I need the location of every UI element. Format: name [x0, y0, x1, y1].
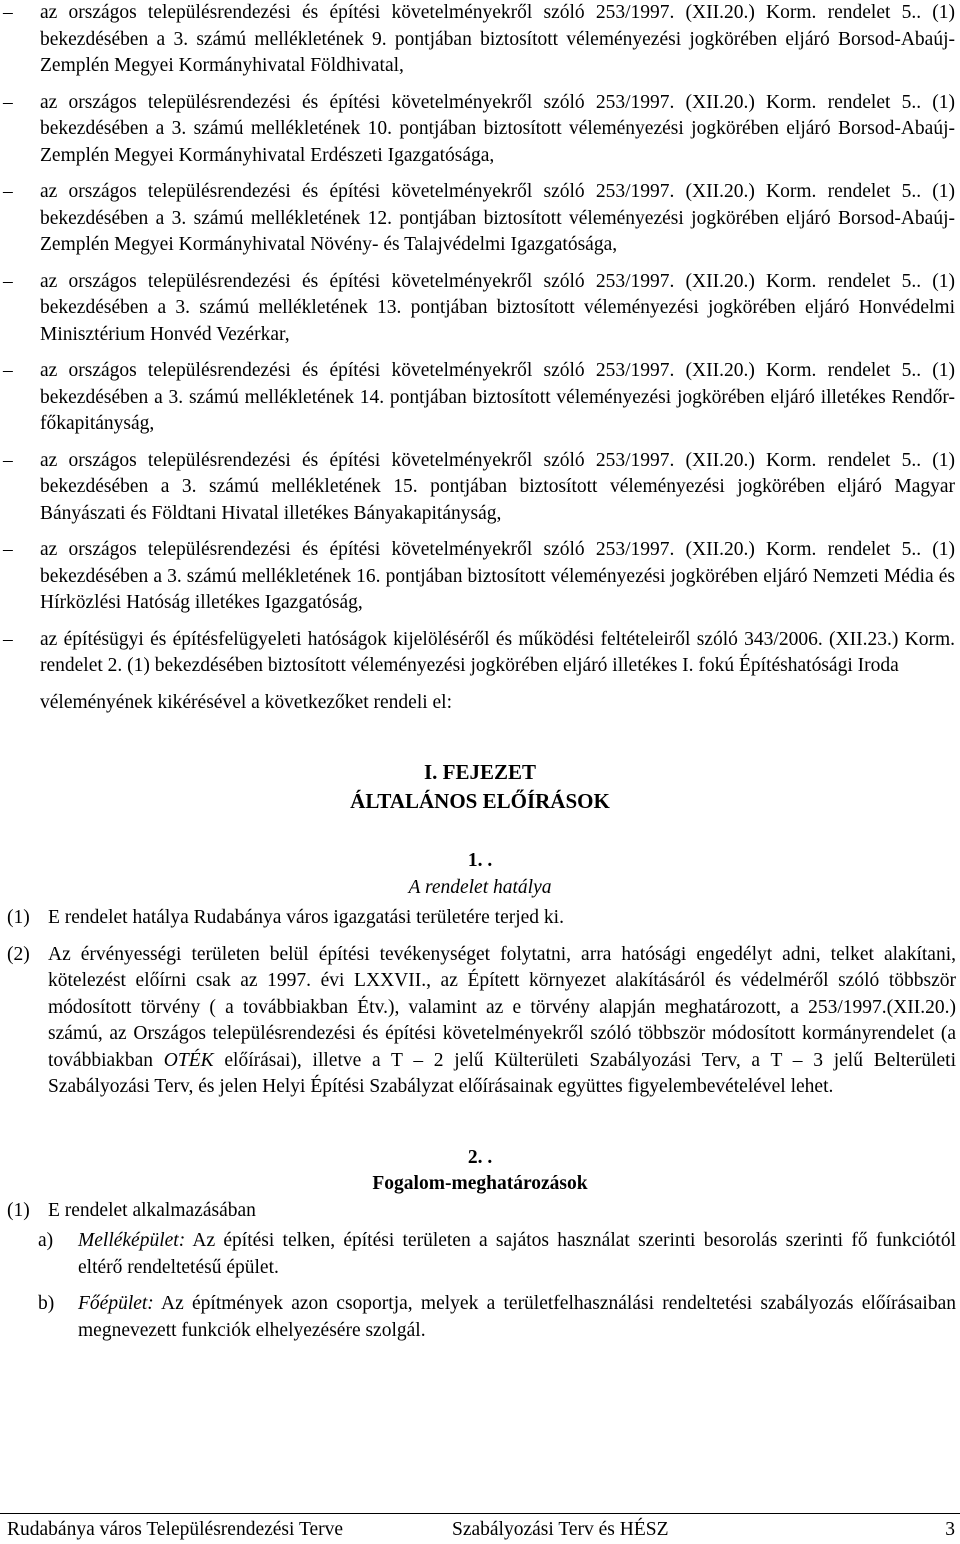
definition-letter: a): [38, 1230, 54, 1251]
paragraph: (1) E rendelet hatálya Rudabánya város igazgatási területére terjed ki.: [0, 905, 956, 932]
list-item: – az országos településrendezési és építési követelményekről szóló 253/1997. (XII.20.) Korm. rendelet 5.. (1) bekezdésében a 3. számú mellékletének 14. pontjában biztosított véleményezési jogkörében eljáró illetékes Rendőr-főkapitányság,: [3, 360, 955, 434]
section-number: 2. .: [467, 1146, 493, 1168]
list-item: – az országos településrendezési és építési követelményekről szóló 253/1997. (XII.20.) Korm. rendelet 5.. (1) bekezdésében a 3. számú mellékletének 15. pontjában biztosított véleményezési jogkörében eljáró Magyar Bányászati és Földtani Hivatal illetékes Bányakapitányság,: [3, 449, 955, 524]
section-title: A rendelet hatálya: [408, 876, 552, 898]
chapter-number: I. FEJEZET: [423, 760, 537, 784]
closing-statement: véleményének kikérésével a következőket rendeli el:: [40, 691, 453, 713]
chapter-heading: [0, 758, 960, 816]
dash-bullet: –: [3, 2, 13, 23]
paragraph: (1) E rendelet alkalmazásában: [0, 1198, 956, 1225]
dash-bullet: –: [3, 181, 13, 202]
footer-divider: [0, 1513, 960, 1514]
dash-bullet: –: [3, 360, 13, 381]
definition-item: [0, 1228, 956, 1281]
dash-list: [0, 0, 960, 680]
definition-letter: b): [38, 1293, 55, 1314]
definition-term: Melléképület:: [78, 1230, 186, 1251]
dash-bullet: –: [3, 449, 13, 471]
chapter-title: ÁLTALÁNOS ELŐÍRÁSOK: [350, 789, 610, 813]
paragraph-number: (2): [7, 943, 30, 965]
list-item: – az építésügyi és építésfelügyeleti hatóságok kijelöléséről és működési feltételeiről szóló 343/2006. (XII.23.) Korm. rendelet 2. (1) bekezdésében biztosított véleményezési jogkörében eljáró illetékes I. fokú Építéshatósági Iroda: [3, 628, 955, 676]
list-item: – az országos településrendezési és építési követelményekről szóló 253/1997. (XII.20.) Korm. rendelet 5.. (1) bekezdésében a 3. számú mellékletének 9. pontjában biztosított véleményezési jogkörében eljáró Borsod-Abaúj-Zemplén Megyei Kormányhivatal Földhivatal,: [3, 2, 955, 76]
paragraph: (2) Az érvényességi területen belül építési tevékenységet folytatni, arra hatósági engedélyt adni, telket alakítani, kötelezést előírni csak az 1997. évi LXXVII., az Épített környezet alakításáról és védelméről szóló többször módosított törvény ( a továbbiakban Étv.), valamint az e törvény alapján meghatározott, a 253/1997.(XII.20.) számú, az Országos településrendezési és építési követelményekről szóló többször módosított kormányrendelet (a továbbiakban OTÉK előírásai), illetve a T – 2 jelű Külterületi Szabályozási Terv, a T – 3 jelű Belterületi Szabályozási Terv, és jelen Helyi Építési Szabályzat előírásainak együttes figyelembevételével lehet.: [7, 943, 956, 1097]
list-item: – az országos településrendezési és építési követelményekről szóló 253/1997. (XII.20.) Korm. rendelet 5.. (1) bekezdésében a 3. számú mellékletének 12. pontjában biztosított véleményezési jogkörében eljáró Borsod-Abaúj-Zemplén Megyei Kormányhivatal Növény- és Talajvédelmi Igazgatósága,: [3, 181, 955, 255]
definition-item: [0, 1291, 956, 1344]
definition-text: Az építmények azon csoportja, melyek a területfelhasználási rendeltetési szabályozás előírásaiban megnevezett funkciók elhelyezésére szolgál.: [78, 1293, 956, 1341]
dash-bullet: –: [3, 628, 13, 650]
footer-section-title: Szabályozási Terv és HÉSZ: [452, 1519, 669, 1540]
otek-abbreviation: OTÉK: [163, 1049, 214, 1071]
dash-bullet: –: [3, 539, 13, 560]
definition-text: Az építési telken, építési területen a sajátos használat szerinti besorolás szerinti fő funkciótól eltérő rendeltetésű épület.: [78, 1230, 956, 1278]
dash-bullet: –: [3, 270, 13, 292]
definition-term: Főépület:: [78, 1293, 154, 1314]
section-number: 1. .: [467, 850, 493, 871]
page-number: 3: [945, 1519, 955, 1540]
dash-bullet: –: [3, 91, 13, 113]
paragraph-number: (1): [7, 907, 30, 928]
section-title: Fogalom-meghatározások: [372, 1173, 588, 1194]
list-item: – az országos településrendezési és építési követelményekről szóló 253/1997. (XII.20.) Korm. rendelet 5.. (1) bekezdésében a 3. számú mellékletének 13. pontjában biztosított véleményezési jogkörében eljáró Honvédelmi Minisztérium Honvéd Vezérkar,: [3, 270, 955, 345]
footer-document-title: Rudabánya város Településrendezési Terve: [7, 1519, 344, 1540]
list-item: – az országos településrendezési és építési követelményekről szóló 253/1997. (XII.20.) Korm. rendelet 5.. (1) bekezdésében a 3. számú mellékletének 10. pontjában biztosított véleményezési jogkörében eljáró Borsod-Abaúj-Zemplén Megyei Kormányhivatal Erdészeti Igazgatósága,: [3, 91, 955, 166]
list-item: – az országos településrendezési és építési követelményekről szóló 253/1997. (XII.20.) Korm. rendelet 5.. (1) bekezdésében a 3. számú mellékletének 16. pontjában biztosított véleményezési jogkörében eljáró Nemzeti Média és Hírközlési Hatóság illetékes Igazgatóság,: [3, 539, 955, 613]
paragraph-number: (1): [7, 1199, 30, 1221]
